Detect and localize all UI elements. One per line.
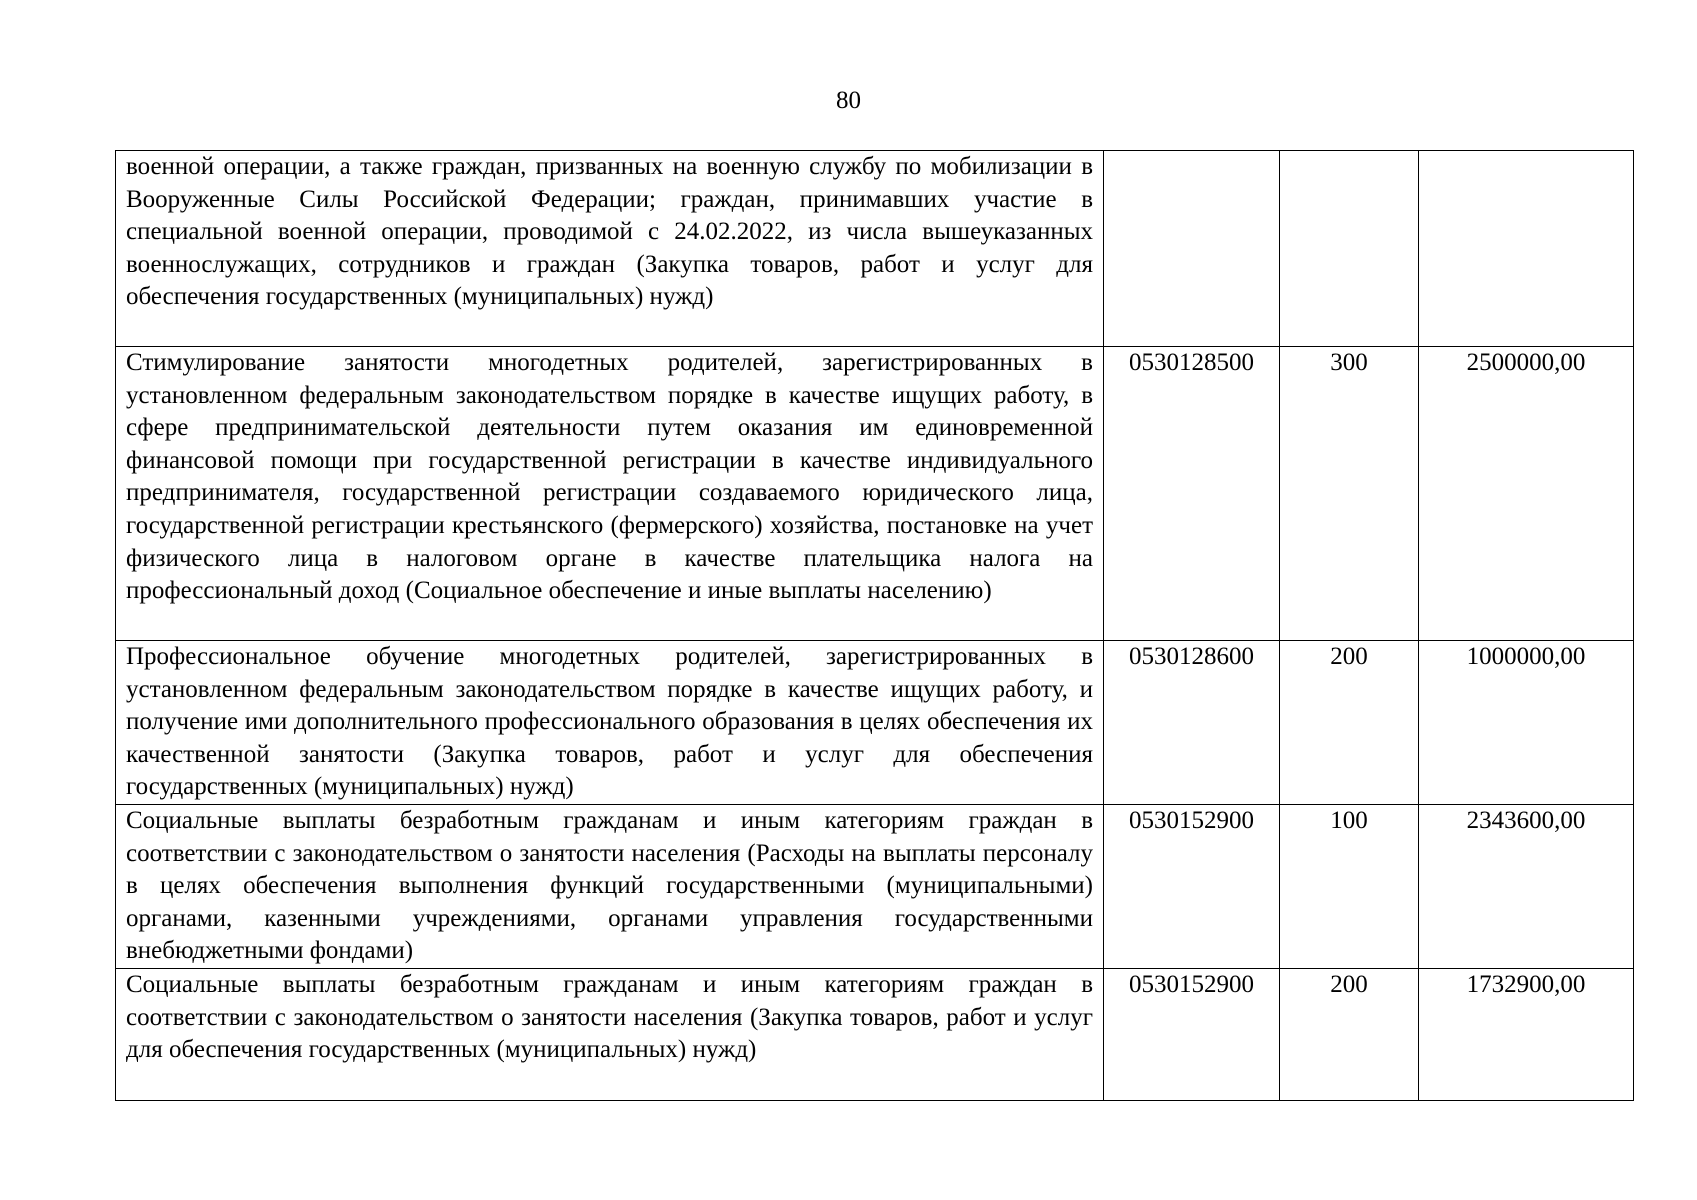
row-description: Социальные выплаты безработным гражданам и иным категориям граждан в соответствии с законодательством о занятости населения (Расходы на выплаты персоналу в целях обеспечения выполнения функций государственными (муниципальными) органами, казенными учреждениями, органами управления государственными внебюджетными фондами) xyxy=(116,805,1104,969)
row-expense-type: 200 xyxy=(1280,969,1419,1101)
row-description: Профессиональное обучение многодетных родителей, зарегистрированных в установленном федеральным законодательством порядке в качестве ищущих работу, и получение ими дополнительного профессионального образования в целях обеспечения их качественной занятости (Закупка товаров, работ и услуг для обеспечения государственных (муниципальных) нужд) xyxy=(116,641,1104,805)
table-row xyxy=(116,151,1634,347)
row-amount: 1732900,00 xyxy=(1419,969,1634,1101)
row-amount xyxy=(1419,151,1634,347)
row-amount: 1000000,00 xyxy=(1419,641,1634,805)
row-description: военной операции, а также граждан, призванных на военную службу по мобилизации в Вооруженные Силы Российской Федерации; граждан, принимавших участие в специальной военной операции, проводимой с 24.02.2022, из числа вышеуказанных военнослужащих, сотрудников и граждан (Закупка товаров, работ и услуг для обеспечения государственных (муниципальных) нужд) xyxy=(116,151,1104,347)
row-code xyxy=(1104,151,1280,347)
row-amount: 2500000,00 xyxy=(1419,347,1634,641)
row-expense-type: 100 xyxy=(1280,805,1419,969)
budget-table xyxy=(115,150,1634,1101)
row-description: Социальные выплаты безработным гражданам и иным категориям граждан в соответствии с законодательством о занятости населения (Закупка товаров, работ и услуг для обеспечения государственных (муниципальных) нужд) xyxy=(116,969,1104,1101)
row-code: 0530128500 xyxy=(1104,347,1280,641)
table-row xyxy=(116,969,1634,1101)
row-code: 0530152900 xyxy=(1104,805,1280,969)
table-row xyxy=(116,641,1634,805)
row-code: 0530128600 xyxy=(1104,641,1280,805)
row-description: Стимулирование занятости многодетных родителей, зарегистрированных в установленном федеральным законодательством порядке в качестве ищущих работу, в сфере предпринимательской деятельности путем оказания им единовременной финансовой помощи при государственной регистрации в качестве индивидуального предпринимателя, государственной регистрации создаваемого юридического лица, государственной регистрации крестьянского (фермерского) хозяйства, постановке на учет физического лица в налоговом органе в качестве плательщика налога на профессиональный доход (Социальное обеспечение и иные выплаты населению) xyxy=(116,347,1104,641)
row-expense-type: 200 xyxy=(1280,641,1419,805)
row-code: 0530152900 xyxy=(1104,969,1280,1101)
row-expense-type: 300 xyxy=(1280,347,1419,641)
row-expense-type xyxy=(1280,151,1419,347)
table-row xyxy=(116,347,1634,641)
row-amount: 2343600,00 xyxy=(1419,805,1634,969)
table-row xyxy=(116,805,1634,969)
page-number: 80 xyxy=(836,87,861,114)
